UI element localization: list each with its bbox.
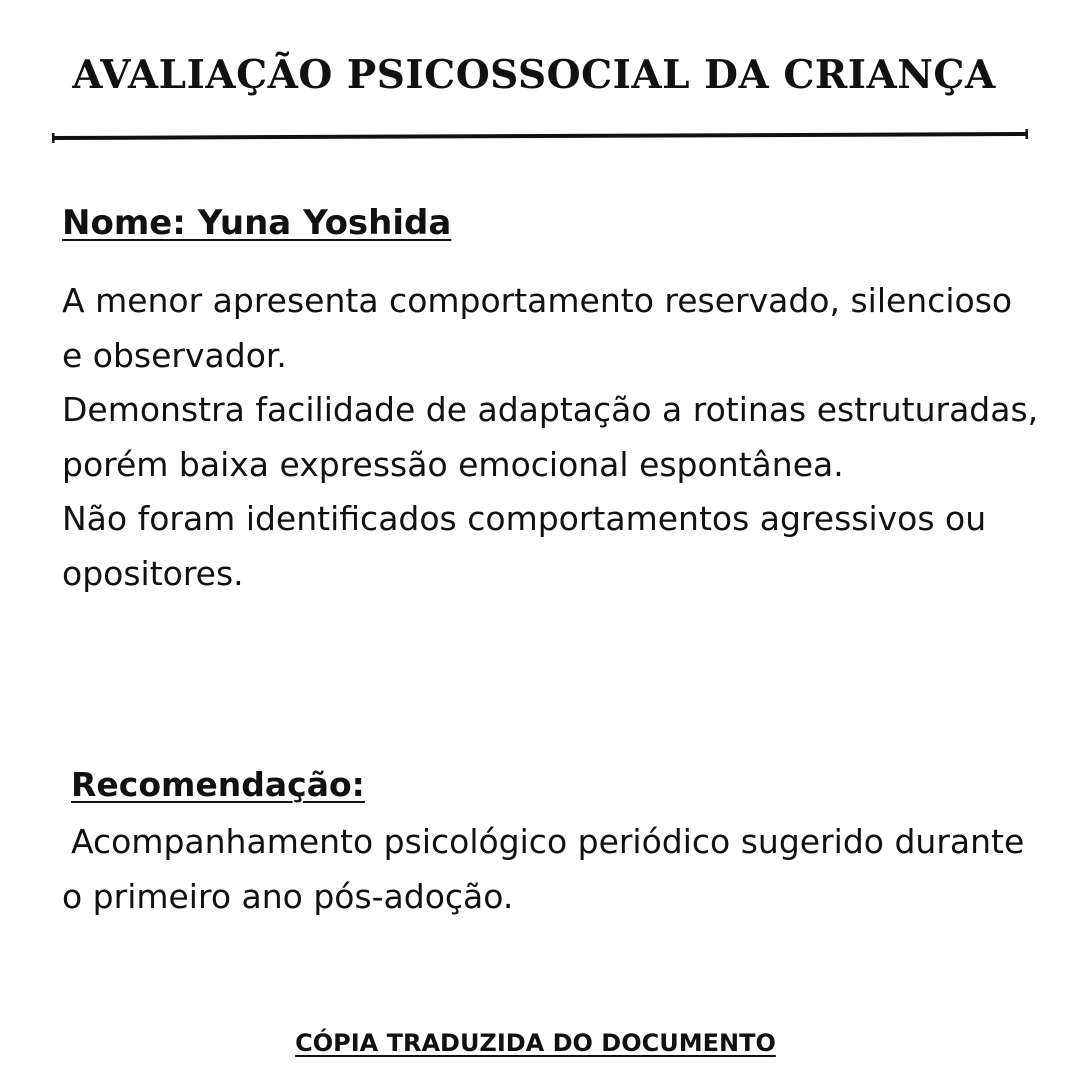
assessment-paragraph: Não foram identificados comportamentos agressivos ou opositores. bbox=[62, 499, 987, 593]
assessment-paragraph: A menor apresenta comportamento reservado, silencioso e observador. bbox=[62, 281, 1013, 375]
translated-copy-footer: CÓPIA TRADUZIDA DO DOCUMENTO bbox=[295, 1029, 776, 1057]
assessment-paragraph: Demonstra facilidade de adaptação a rotinas estruturadas, porém baixa expressão emocional espontânea. bbox=[62, 390, 1039, 484]
assessment-text bbox=[62, 274, 1042, 601]
title-divider bbox=[52, 127, 1028, 145]
recommendation-heading: Recomendação: bbox=[71, 765, 365, 804]
recommendation-text: Acompanhamento psicológico periódico sugerido durante o primeiro ano pós-adoção. bbox=[62, 822, 1025, 916]
child-name-heading: Nome: Yuna Yoshida bbox=[62, 203, 452, 243]
document-title: AVALIAÇÃO PSICOSSOCIAL DA CRIANÇA bbox=[72, 52, 996, 98]
